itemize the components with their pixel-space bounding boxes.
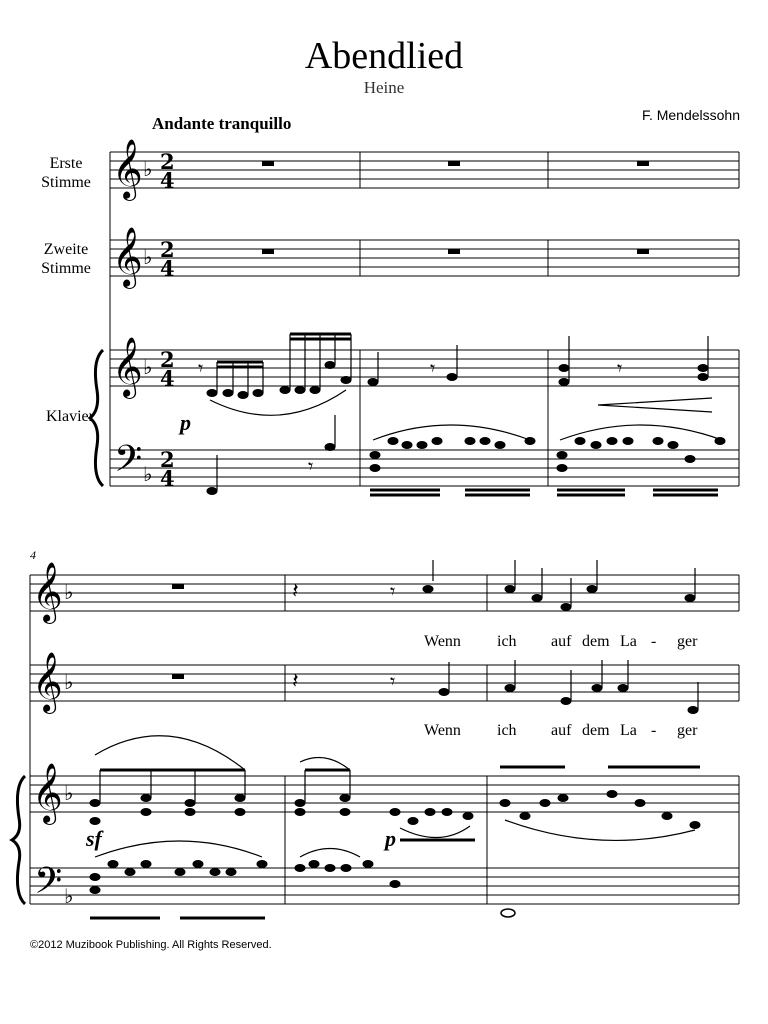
svg-text:𝄾: 𝄾 — [198, 356, 204, 380]
treble-clef: 𝄞 — [112, 227, 143, 287]
svg-text:4: 4 — [160, 256, 175, 281]
lyric-syllable: auf — [551, 633, 572, 650]
svg-text:4: 4 — [160, 366, 175, 391]
svg-text:2: 2 — [160, 149, 175, 174]
svg-text:p: p — [385, 826, 396, 851]
whole-rests — [172, 161, 649, 679]
flat-sign: ♭ — [143, 157, 153, 181]
flat-sign: ♭ — [143, 462, 153, 486]
piano-brace — [90, 350, 103, 486]
slurs — [95, 390, 722, 857]
lyric-syllable: - — [651, 722, 657, 739]
lyric-syllable: dem — [582, 633, 610, 650]
treble-clef: 𝄞 — [112, 139, 143, 199]
lyric-syllable: ger — [677, 722, 698, 739]
treble-clef: 𝄞 — [32, 652, 63, 712]
svg-text:p: p — [180, 410, 191, 435]
staff-voice2 — [110, 240, 739, 276]
svg-text:𝄽: 𝄽 — [292, 579, 299, 604]
lyric-syllable: ger — [677, 633, 698, 650]
svg-text:𝄽: 𝄽 — [292, 669, 299, 694]
staff-piano-lh-s2 — [30, 868, 739, 904]
staff-piano-rh — [110, 350, 739, 386]
lyric-syllable: auf — [551, 722, 572, 739]
lyric-syllable: La — [620, 722, 637, 739]
composer: F. Mendelssohn — [641, 107, 740, 123]
treble-clef: 𝄞 — [112, 337, 143, 397]
svg-text:2: 2 — [160, 447, 175, 472]
lyricist: Heine — [363, 78, 405, 97]
svg-text:𝄾: 𝄾 — [390, 669, 396, 693]
lyric-syllable: ich — [497, 633, 517, 650]
piano-brace-s2 — [12, 776, 25, 904]
svg-text:4: 4 — [160, 466, 175, 491]
staff-piano-lh — [110, 450, 739, 486]
lyric-syllable: Wenn — [424, 722, 461, 739]
svg-text:𝄾: 𝄾 — [308, 454, 314, 478]
flat-sign: ♭ — [64, 884, 74, 908]
flat-sign: ♭ — [143, 245, 153, 269]
svg-text:sf: sf — [86, 826, 102, 851]
page-title: Abendlied — [304, 35, 464, 77]
measure-number: 4 — [30, 548, 36, 562]
svg-text:2: 2 — [160, 347, 175, 372]
tempo-marking: Andante tranquillo — [152, 114, 292, 133]
time-signature — [160, 149, 175, 491]
treble-clef: 𝄞 — [32, 763, 63, 823]
lyric-syllable: La — [620, 633, 637, 650]
instrument-label-voice2: Zweite Stimme — [41, 241, 91, 277]
svg-text:𝄾: 𝄾 — [430, 356, 436, 380]
svg-text:𝄾: 𝄾 — [390, 579, 396, 603]
flat-sign: ♭ — [64, 670, 74, 694]
staff-voice2-s2 — [30, 665, 739, 701]
staff-piano-rh-s2 — [30, 776, 739, 812]
svg-text:𝄾: 𝄾 — [617, 356, 623, 380]
flat-sign: ♭ — [64, 580, 74, 604]
staff-voice1 — [110, 152, 739, 188]
bass-clef: 𝄢 — [34, 860, 63, 911]
lyric-syllable: Wenn — [424, 633, 461, 650]
copyright-notice: ©2012 Muzibook Publishing. All Rights Reserved. — [30, 939, 272, 951]
staff-voice1-s2 — [30, 575, 739, 611]
bass-clef: 𝄢 — [114, 438, 143, 489]
svg-text:4: 4 — [160, 168, 175, 193]
lyric-syllable: ich — [497, 722, 517, 739]
instrument-label-voice1: Erste Stimme — [41, 155, 91, 191]
lyric-syllable: dem — [582, 722, 610, 739]
treble-clef: 𝄞 — [32, 562, 63, 622]
flat-sign: ♭ — [64, 781, 74, 805]
instrument-label-piano: Klavier — [46, 408, 94, 425]
svg-text:2: 2 — [160, 237, 175, 262]
lyric-syllable: - — [651, 633, 657, 650]
flat-sign: ♭ — [143, 355, 153, 379]
